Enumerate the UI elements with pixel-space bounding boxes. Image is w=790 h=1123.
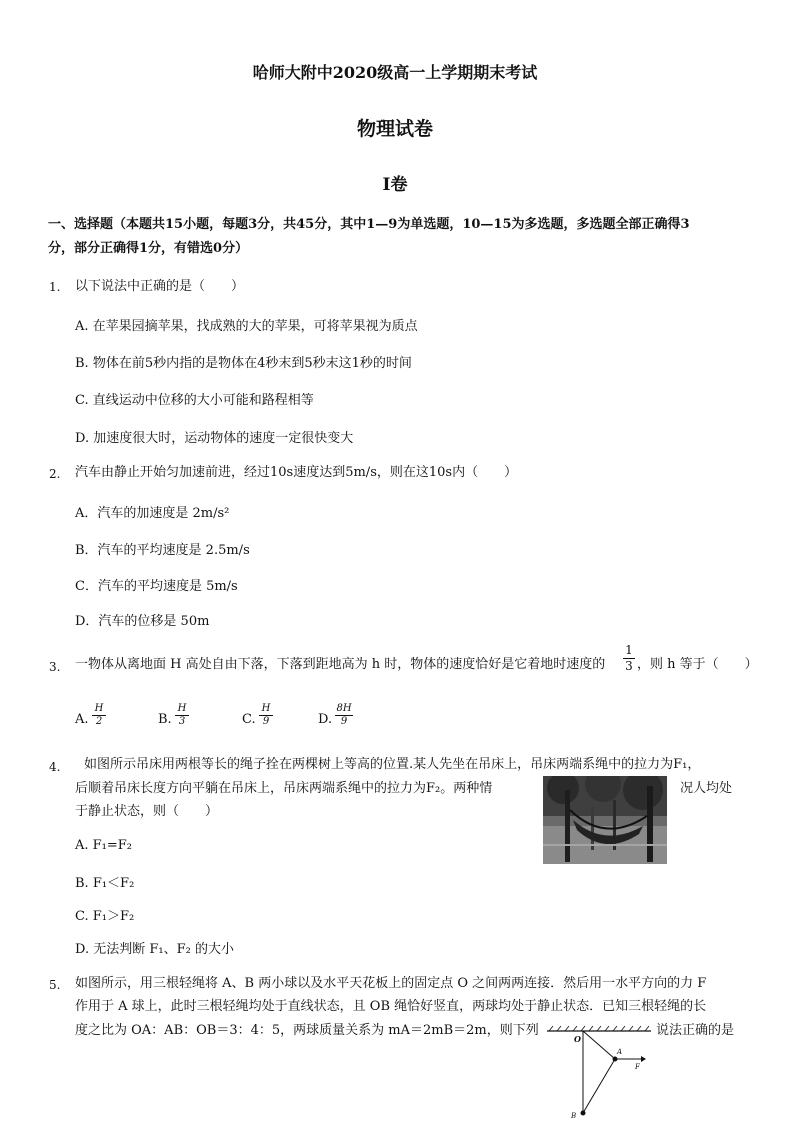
hammock-photo-image: [543, 776, 667, 864]
q3-option-a-letter: A.: [75, 712, 89, 727]
q3-option-d-letter: D.: [318, 712, 333, 727]
q5-line2: 作用于 A 球上，此时三根轻绳均处于直线状态，且 OB 绳恰好竖直，两球均处于静止状态．已知三根轻绳的长: [75, 999, 707, 1014]
q4-line3: 于静止状态，则（ ）: [75, 804, 219, 819]
q4-line1: 如图所示吊床用两根等长的绳子拴在两棵树上等高的位置.某人先坐在吊床上，吊床两端系绳中的拉力为F₁，: [84, 757, 701, 772]
fig-label-f: F: [635, 1063, 640, 1071]
q4-option-b: B. F₁＜F₂: [75, 876, 135, 891]
q2-stem: 汽车由静止开始匀加速前进，经过10s速度达到5m/s，则在这10s内（ ）: [75, 465, 518, 480]
q2-option-d: D．汽车的位移是 50m: [75, 614, 210, 629]
q2-option-a: A．汽车的加速度是 2m/s²: [75, 506, 230, 521]
q5-line1: 如图所示，用三根轻绳将 A、B 两小球以及水平天花板上的固定点 O 之间两两连接．然后用一水平方向的力 F: [75, 976, 707, 991]
section-instructions-line1: 一、选择题（本题共15小题，每题3分，共45分，其中1—9为单选题，10—15为多选题，多选题全部正确得3: [48, 217, 690, 232]
q1-stem: 以下说法中正确的是（ ）: [75, 279, 245, 294]
q2-option-b: B．汽车的平均速度是 2.5m/s: [75, 543, 250, 558]
q3-stem-fraction: [623, 644, 635, 673]
q4-line2-left: 后顺着吊床长度方向平躺在吊床上，吊床两端系绳中的拉力为F₂。两种情: [75, 781, 493, 796]
volume-title: Ⅰ卷: [382, 175, 408, 195]
q5-line3-right: 说法正确的是: [656, 1023, 735, 1038]
school-title: 哈师大附中2020级高一上学期期末考试: [252, 63, 538, 82]
q3-stem-part2: ，则 h 等于（ ）: [637, 657, 758, 672]
q2-option-c: C．汽车的平均速度是 5m/s: [75, 579, 238, 594]
q3-option-c-letter: C.: [242, 712, 256, 727]
q3-stem-part1: 一物体从离地面 H 高处自由下落，下落到距地高为 h 时，物体的速度恰好是它着地时速度的: [75, 657, 606, 672]
q3-option-a-fraction: H 2: [92, 704, 106, 727]
subject-title: 物理试卷: [356, 118, 433, 140]
q5-line3-left: 度之比为 OA：AB：OB＝3：4：5，两球质量关系为 mA＝2mB＝2m，则下列: [75, 1023, 539, 1038]
q3-option-b-fraction: H 3: [175, 704, 189, 727]
q4-option-d: D. 无法判断 F₁、F₂ 的大小: [75, 942, 234, 957]
q2-number: 2.: [49, 467, 61, 481]
q3-option-c-fraction: H 9: [259, 704, 273, 727]
q4-number: 4.: [49, 760, 61, 774]
q3-number: 3.: [49, 660, 61, 674]
q3-option-b-letter: B.: [158, 712, 172, 727]
q5-number: 5.: [49, 978, 61, 992]
q1-option-c: C. 直线运动中位移的大小可能和路程相等: [75, 393, 314, 408]
section-instructions-line2: 分，部分正确得1分，有错选0分）: [48, 241, 249, 256]
q3-option-d-fraction: 8H 9: [336, 703, 352, 727]
fig-label-a: A: [617, 1048, 623, 1056]
fig-label-o: O: [574, 1034, 581, 1044]
q5-figure: [545, 1025, 653, 1119]
hammock-photo: [543, 776, 667, 864]
q1-option-b: B. 物体在前5秒内指的是物体在4秒末到5秒末这1秒的时间: [75, 356, 412, 371]
q1-option-a: A. 在苹果园摘苹果，找成熟的大的苹果，可将苹果视为质点: [75, 319, 418, 334]
q1-number: 1.: [49, 280, 61, 294]
q4-option-a: A. F₁=F₂: [75, 838, 133, 853]
q1-option-d: D. 加速度很大时，运动物体的速度一定很快变大: [75, 431, 354, 446]
rope-balls-diagram: [545, 1025, 653, 1119]
q3-fraction-denominator: 3: [625, 659, 633, 673]
q4-option-c: C. F₁＞F₂: [75, 909, 135, 924]
q3-fraction-numerator: 1: [625, 643, 633, 657]
q4-line2-right: 况人均处: [680, 781, 733, 796]
fig-label-b: B: [571, 1112, 577, 1119]
